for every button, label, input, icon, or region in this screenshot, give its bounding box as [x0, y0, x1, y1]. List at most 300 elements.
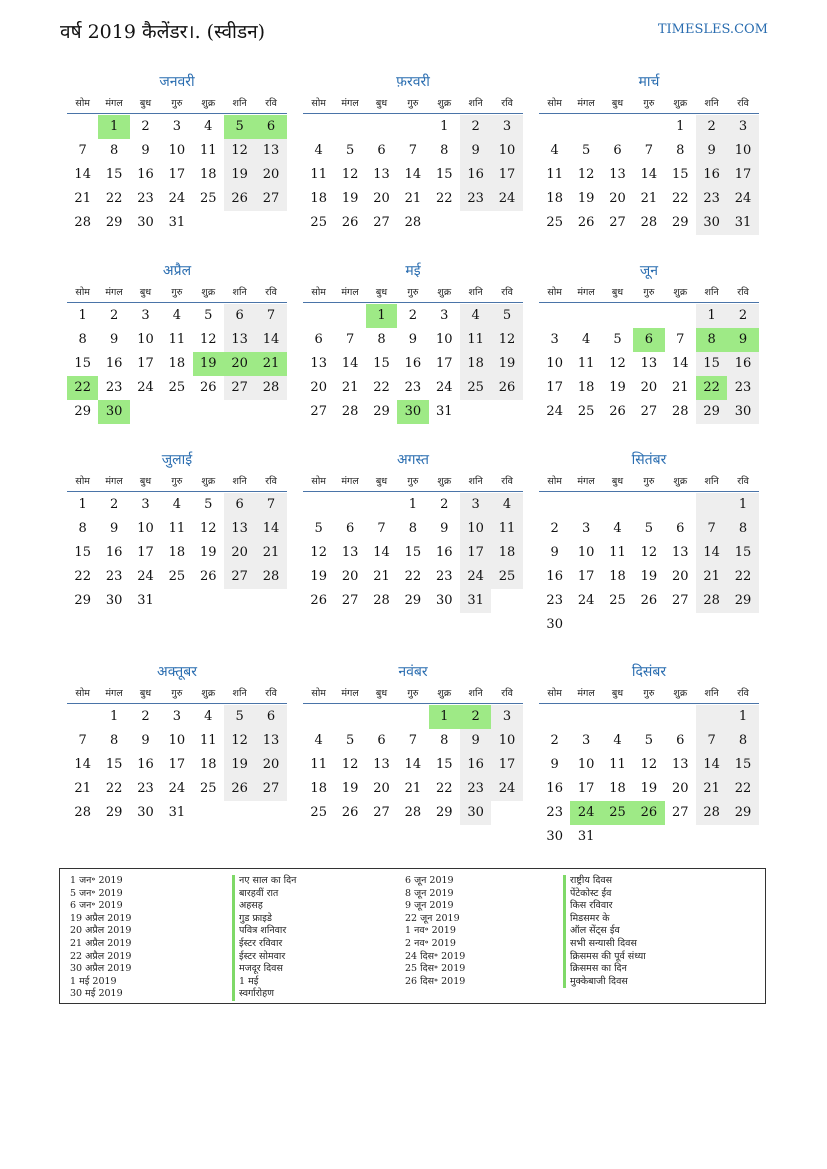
- weekday-label: सोम: [75, 287, 90, 298]
- day-cell: 19: [577, 191, 595, 206]
- day-cell: 31: [727, 211, 758, 235]
- day-cell: 17: [491, 753, 522, 777]
- legend-date: 30 मई 2019: [70, 988, 123, 1000]
- weekday-label: मंगल: [577, 98, 595, 109]
- day-cell: 5: [345, 733, 355, 748]
- day-cell: 24: [137, 569, 154, 584]
- weekday-header: [539, 685, 759, 704]
- day-cell: 4: [314, 143, 323, 158]
- holiday-cell: 24: [570, 801, 601, 825]
- weekday-header: [67, 95, 287, 114]
- weekday-header: [539, 284, 759, 303]
- holiday-cell: 26: [633, 801, 664, 825]
- page-title: वर्ष 2019 कैलेंडर।. (स्वीडन): [60, 21, 266, 43]
- day-cell: 10: [168, 733, 186, 748]
- day-cell: 9: [696, 139, 727, 163]
- day-cell: 23: [435, 569, 453, 584]
- day-cell: 28: [74, 805, 91, 820]
- day-cell: 12: [609, 356, 626, 371]
- month-block: [67, 450, 287, 613]
- day-cell: 10: [460, 517, 491, 541]
- day-cell: 9: [109, 521, 119, 536]
- day-cell: 22: [435, 781, 453, 796]
- day-cell: 14: [373, 545, 390, 560]
- day-cell: 28: [696, 589, 727, 613]
- legend-date: 22 जून 2019: [405, 912, 460, 924]
- day-cell: 1: [696, 304, 727, 328]
- legend-date: 1 जन॰ 2019: [70, 875, 123, 886]
- day-cell: 8: [408, 521, 417, 536]
- day-cell: 7: [408, 143, 417, 158]
- day-cell: 26: [341, 215, 359, 230]
- legend-holiday-name: नए साल का दिन: [232, 875, 296, 888]
- weekday-label: रवि: [501, 476, 513, 487]
- day-grid: [303, 705, 523, 825]
- empty-cell: [539, 493, 570, 517]
- holiday-cell: 2: [460, 705, 491, 729]
- legend-holiday-name: क्रिसमस का दिन: [563, 963, 646, 976]
- day-cell: 4: [172, 308, 181, 323]
- day-cell: 1: [109, 709, 119, 724]
- day-cell: 9: [109, 332, 119, 347]
- day-cell: 21: [341, 380, 359, 395]
- day-cell: 16: [546, 569, 563, 584]
- day-cell: 4: [172, 497, 181, 512]
- day-cell: 2: [440, 497, 449, 512]
- day-grid: [539, 115, 759, 235]
- day-cell: 25: [546, 215, 563, 230]
- day-cell: 13: [609, 167, 626, 182]
- day-cell: 31: [168, 805, 186, 820]
- day-cell: 20: [310, 380, 327, 395]
- day-grid: [303, 493, 523, 613]
- day-cell: 27: [224, 376, 255, 400]
- day-cell: 4: [204, 119, 213, 134]
- day-cell: 8: [676, 143, 685, 158]
- day-cell: 27: [255, 777, 286, 801]
- holiday-cell: 5: [224, 115, 255, 139]
- day-cell: 10: [168, 143, 186, 158]
- empty-cell: [633, 493, 664, 517]
- legend-holiday-name: मुक्केबाजी दिवस: [563, 976, 646, 989]
- day-cell: 2: [141, 119, 150, 134]
- day-cell: 16: [435, 545, 453, 560]
- day-cell: 2: [109, 497, 119, 512]
- day-cell: 28: [341, 404, 359, 419]
- day-cell: 21: [404, 191, 422, 206]
- weekday-label: शुक्र: [673, 287, 688, 298]
- day-cell: 22: [404, 569, 422, 584]
- weekday-label: रवि: [501, 98, 513, 109]
- day-cell: 8: [440, 143, 449, 158]
- weekday-label: शुक्र: [201, 287, 216, 298]
- legend-date: 20 अप्रैल 2019: [70, 925, 132, 937]
- empty-cell: [539, 705, 570, 729]
- legend-date: 26 दिस॰ 2019: [405, 975, 466, 987]
- day-cell: 25: [168, 380, 186, 395]
- month-name: फ़रवरी: [396, 74, 430, 90]
- weekday-label: रवि: [265, 688, 277, 699]
- day-cell: 15: [74, 545, 91, 560]
- day-cell: 27: [609, 215, 626, 230]
- empty-cell: [303, 705, 334, 729]
- day-cell: 7: [676, 332, 685, 347]
- day-cell: 5: [644, 733, 653, 748]
- day-cell: 12: [640, 545, 658, 560]
- day-cell: 2: [460, 115, 491, 139]
- day-grid: [539, 304, 759, 424]
- day-cell: 1: [727, 493, 758, 517]
- day-cell: 4: [613, 521, 622, 536]
- legend-date: 6 जन॰ 2019: [70, 900, 123, 912]
- weekday-label: शनि: [704, 98, 719, 109]
- weekday-label: मंगल: [577, 287, 595, 298]
- day-cell: 25: [199, 191, 217, 206]
- day-cell: 13: [373, 757, 390, 772]
- day-cell: 10: [546, 356, 563, 371]
- day-cell: 8: [109, 733, 119, 748]
- day-cell: 29: [696, 400, 727, 424]
- weekday-header: [67, 685, 287, 704]
- day-cell: 18: [199, 167, 217, 182]
- day-cell: 28: [640, 215, 658, 230]
- day-cell: 3: [581, 521, 591, 536]
- day-cell: 27: [255, 187, 286, 211]
- empty-cell: [303, 115, 334, 139]
- empty-cell: [366, 115, 397, 139]
- empty-cell: [665, 705, 696, 729]
- day-cell: 9: [141, 733, 150, 748]
- weekday-label: गुरु: [171, 98, 183, 109]
- day-cell: 24: [727, 187, 758, 211]
- day-cell: 7: [78, 733, 87, 748]
- day-cell: 5: [204, 497, 213, 512]
- day-cell: 19: [609, 380, 626, 395]
- weekday-label: गुरु: [171, 688, 183, 699]
- day-cell: 28: [373, 593, 390, 608]
- legend-names-right: [563, 875, 646, 988]
- day-cell: 27: [310, 404, 327, 419]
- empty-cell: [633, 304, 664, 328]
- day-cell: 19: [341, 781, 359, 796]
- legend-holiday-name: राष्ट्रीय दिवस: [563, 875, 646, 888]
- day-cell: 17: [577, 569, 595, 584]
- day-cell: 12: [640, 757, 658, 772]
- day-cell: 25: [310, 215, 327, 230]
- weekday-label: रवि: [737, 287, 749, 298]
- day-cell: 8: [377, 332, 386, 347]
- weekday-header: [67, 284, 287, 303]
- legend-date: 2 नव॰ 2019: [405, 937, 456, 949]
- legend-holiday-name: पेंटेकोस्ट ईव: [563, 888, 646, 901]
- day-cell: 17: [168, 757, 186, 772]
- day-cell: 21: [696, 777, 727, 801]
- day-cell: 3: [581, 733, 591, 748]
- day-cell: 17: [435, 356, 453, 371]
- day-grid: [303, 304, 523, 424]
- day-cell: 13: [224, 328, 255, 352]
- day-cell: 29: [105, 805, 123, 820]
- day-cell: 7: [408, 733, 417, 748]
- day-cell: 21: [404, 781, 422, 796]
- day-cell: 10: [491, 729, 522, 753]
- day-cell: 21: [255, 541, 286, 565]
- weekday-header: [303, 473, 523, 492]
- day-cell: 24: [491, 777, 522, 801]
- day-cell: 18: [310, 781, 327, 796]
- holiday-cell: 20: [224, 352, 255, 376]
- legend-holiday-name: गुड फ्राइडे: [232, 913, 296, 926]
- month-block: [539, 450, 759, 637]
- day-cell: 21: [74, 191, 91, 206]
- day-cell: 16: [546, 781, 563, 796]
- day-cell: 27: [671, 593, 689, 608]
- legend-date: 5 जन॰ 2019: [70, 887, 123, 899]
- empty-cell: [67, 115, 98, 139]
- day-cell: 16: [137, 167, 154, 182]
- weekday-label: मंगल: [577, 688, 595, 699]
- day-cell: 26: [341, 805, 359, 820]
- day-cell: 23: [696, 187, 727, 211]
- holiday-cell: 30: [397, 400, 428, 424]
- day-cell: 11: [460, 328, 491, 352]
- legend-holiday-name: ऑल सेंट्स ईव: [563, 925, 646, 938]
- day-cell: 14: [74, 167, 91, 182]
- weekday-label: शुक्र: [673, 98, 688, 109]
- weekday-label: शुक्र: [201, 98, 216, 109]
- day-cell: 15: [727, 753, 758, 777]
- day-cell: 29: [373, 404, 390, 419]
- day-cell: 15: [105, 167, 123, 182]
- weekday-label: बुध: [611, 688, 624, 699]
- day-cell: 6: [255, 705, 286, 729]
- day-cell: 26: [310, 593, 327, 608]
- day-cell: 17: [137, 545, 154, 560]
- day-cell: 9: [141, 143, 150, 158]
- weekday-label: बुध: [611, 476, 624, 487]
- weekday-label: सोम: [75, 98, 90, 109]
- day-cell: 20: [224, 541, 255, 565]
- month-block: [67, 72, 287, 235]
- day-cell: 7: [696, 517, 727, 541]
- day-cell: 27: [341, 593, 359, 608]
- holiday-legend: [59, 868, 766, 1004]
- weekday-header: [67, 473, 287, 492]
- empty-cell: [602, 115, 633, 139]
- day-cell: 21: [74, 781, 91, 796]
- day-cell: 13: [310, 356, 327, 371]
- day-cell: 7: [78, 143, 87, 158]
- day-cell: 15: [696, 352, 727, 376]
- month-name: दिसंबर: [631, 664, 667, 680]
- day-cell: 5: [314, 521, 323, 536]
- day-cell: 25: [491, 565, 522, 589]
- legend-date: 6 जून 2019: [405, 875, 454, 886]
- weekday-label: शुक्र: [437, 98, 452, 109]
- weekday-label: सोम: [547, 476, 562, 487]
- empty-cell: [334, 115, 365, 139]
- day-cell: 29: [727, 589, 758, 613]
- day-cell: 9: [408, 332, 417, 347]
- empty-cell: [665, 304, 696, 328]
- day-cell: 29: [74, 404, 91, 419]
- month-block: [539, 261, 759, 424]
- holiday-cell: 30: [98, 400, 129, 424]
- day-cell: 20: [671, 569, 689, 584]
- empty-cell: [570, 493, 601, 517]
- day-cell: 20: [671, 781, 689, 796]
- month-block: [303, 450, 523, 613]
- day-cell: 24: [460, 565, 491, 589]
- month-name: अगस्त: [396, 452, 429, 468]
- weekday-label: रवि: [737, 476, 749, 487]
- site-link[interactable]: TIMESLES.COM: [657, 22, 768, 37]
- day-cell: 11: [199, 733, 217, 748]
- day-cell: 30: [727, 400, 758, 424]
- empty-cell: [303, 304, 334, 328]
- day-cell: 24: [577, 593, 595, 608]
- day-cell: 26: [577, 215, 595, 230]
- empty-cell: [67, 705, 98, 729]
- day-grid: [67, 115, 287, 235]
- day-cell: 28: [696, 801, 727, 825]
- legend-date: 30 अप्रैल 2019: [70, 963, 132, 975]
- day-cell: 26: [640, 593, 658, 608]
- day-cell: 23: [546, 593, 563, 608]
- holiday-cell: 22: [67, 376, 98, 400]
- day-cell: 15: [373, 356, 390, 371]
- weekday-label: सोम: [547, 287, 562, 298]
- day-cell: 26: [199, 380, 217, 395]
- day-cell: 22: [74, 569, 91, 584]
- empty-cell: [397, 115, 428, 139]
- legend-dates-left: [70, 875, 131, 1001]
- weekday-label: बुध: [611, 287, 624, 298]
- day-cell: 23: [137, 191, 154, 206]
- day-cell: 25: [460, 376, 491, 400]
- weekday-label: मंगल: [577, 476, 595, 487]
- day-cell: 20: [373, 781, 390, 796]
- day-cell: 14: [255, 517, 286, 541]
- day-cell: 31: [460, 589, 491, 613]
- weekday-label: गुरु: [407, 688, 419, 699]
- legend-date: 9 जून 2019: [405, 900, 454, 912]
- day-cell: 12: [224, 729, 255, 753]
- day-cell: 7: [255, 304, 286, 328]
- day-cell: 12: [224, 139, 255, 163]
- empty-cell: [602, 304, 633, 328]
- empty-cell: [570, 705, 601, 729]
- day-cell: 13: [224, 517, 255, 541]
- day-cell: 26: [491, 376, 522, 400]
- legend-names-left: [232, 875, 296, 1001]
- weekday-label: शनि: [468, 287, 483, 298]
- day-cell: 12: [199, 521, 217, 536]
- weekday-label: बुध: [375, 476, 388, 487]
- weekday-label: रवि: [501, 688, 513, 699]
- day-cell: 23: [546, 805, 563, 820]
- legend-date: 1 मई 2019: [70, 975, 117, 987]
- day-cell: 8: [78, 332, 87, 347]
- day-cell: 18: [168, 356, 186, 371]
- empty-cell: [366, 705, 397, 729]
- day-cell: 7: [377, 521, 386, 536]
- day-cell: 28: [255, 565, 286, 589]
- empty-cell: [633, 705, 664, 729]
- day-cell: 19: [640, 781, 658, 796]
- day-cell: 12: [341, 757, 359, 772]
- empty-cell: [366, 493, 397, 517]
- legend-holiday-name: 1 मई: [232, 976, 296, 989]
- weekday-label: सोम: [311, 98, 326, 109]
- day-cell: 6: [676, 521, 685, 536]
- legend-holiday-name: ईस्टर रविवार: [232, 938, 296, 951]
- day-cell: 29: [74, 593, 91, 608]
- day-cell: 18: [609, 569, 626, 584]
- weekday-label: बुध: [375, 287, 388, 298]
- day-cell: 24: [137, 380, 154, 395]
- month-name: अक्तूबर: [157, 664, 197, 680]
- day-cell: 2: [550, 521, 559, 536]
- day-cell: 22: [727, 565, 758, 589]
- day-cell: 28: [255, 376, 286, 400]
- day-cell: 2: [696, 115, 727, 139]
- day-cell: 10: [491, 139, 522, 163]
- day-cell: 14: [640, 167, 658, 182]
- day-grid: [67, 493, 287, 613]
- month-block: [67, 662, 287, 825]
- holiday-cell: 8: [696, 328, 727, 352]
- day-cell: 19: [640, 569, 658, 584]
- day-cell: 19: [224, 163, 255, 187]
- day-cell: 12: [341, 167, 359, 182]
- day-cell: 18: [310, 191, 327, 206]
- weekday-label: सोम: [311, 476, 326, 487]
- day-cell: 7: [255, 493, 286, 517]
- day-cell: 29: [435, 805, 453, 820]
- month-block: [303, 72, 523, 235]
- legend-holiday-name: अहसह: [232, 900, 296, 913]
- weekday-label: मंगल: [341, 287, 359, 298]
- weekday-label: सोम: [311, 287, 326, 298]
- legend-date: 21 अप्रैल 2019: [70, 937, 132, 949]
- day-cell: 27: [373, 805, 390, 820]
- holiday-cell: 1: [429, 705, 460, 729]
- day-cell: 29: [671, 215, 689, 230]
- weekday-label: गुरु: [407, 476, 419, 487]
- day-cell: 20: [255, 753, 286, 777]
- day-cell: 3: [550, 332, 559, 347]
- legend-holiday-name: बारहवीं रात: [232, 888, 296, 901]
- weekday-label: शनि: [468, 688, 483, 699]
- day-cell: 30: [105, 593, 123, 608]
- weekday-label: मंगल: [105, 688, 123, 699]
- day-cell: 11: [199, 143, 217, 158]
- day-cell: 22: [671, 191, 689, 206]
- day-cell: 19: [341, 191, 359, 206]
- day-cell: 16: [105, 356, 123, 371]
- legend-holiday-name: किस रविवार: [563, 900, 646, 913]
- day-cell: 14: [404, 757, 422, 772]
- day-cell: 8: [109, 143, 119, 158]
- day-cell: 6: [224, 304, 255, 328]
- day-cell: 4: [581, 332, 591, 347]
- day-cell: 13: [341, 545, 359, 560]
- day-cell: 10: [137, 332, 154, 347]
- day-cell: 8: [440, 733, 449, 748]
- weekday-label: शनि: [704, 476, 719, 487]
- day-cell: 21: [696, 565, 727, 589]
